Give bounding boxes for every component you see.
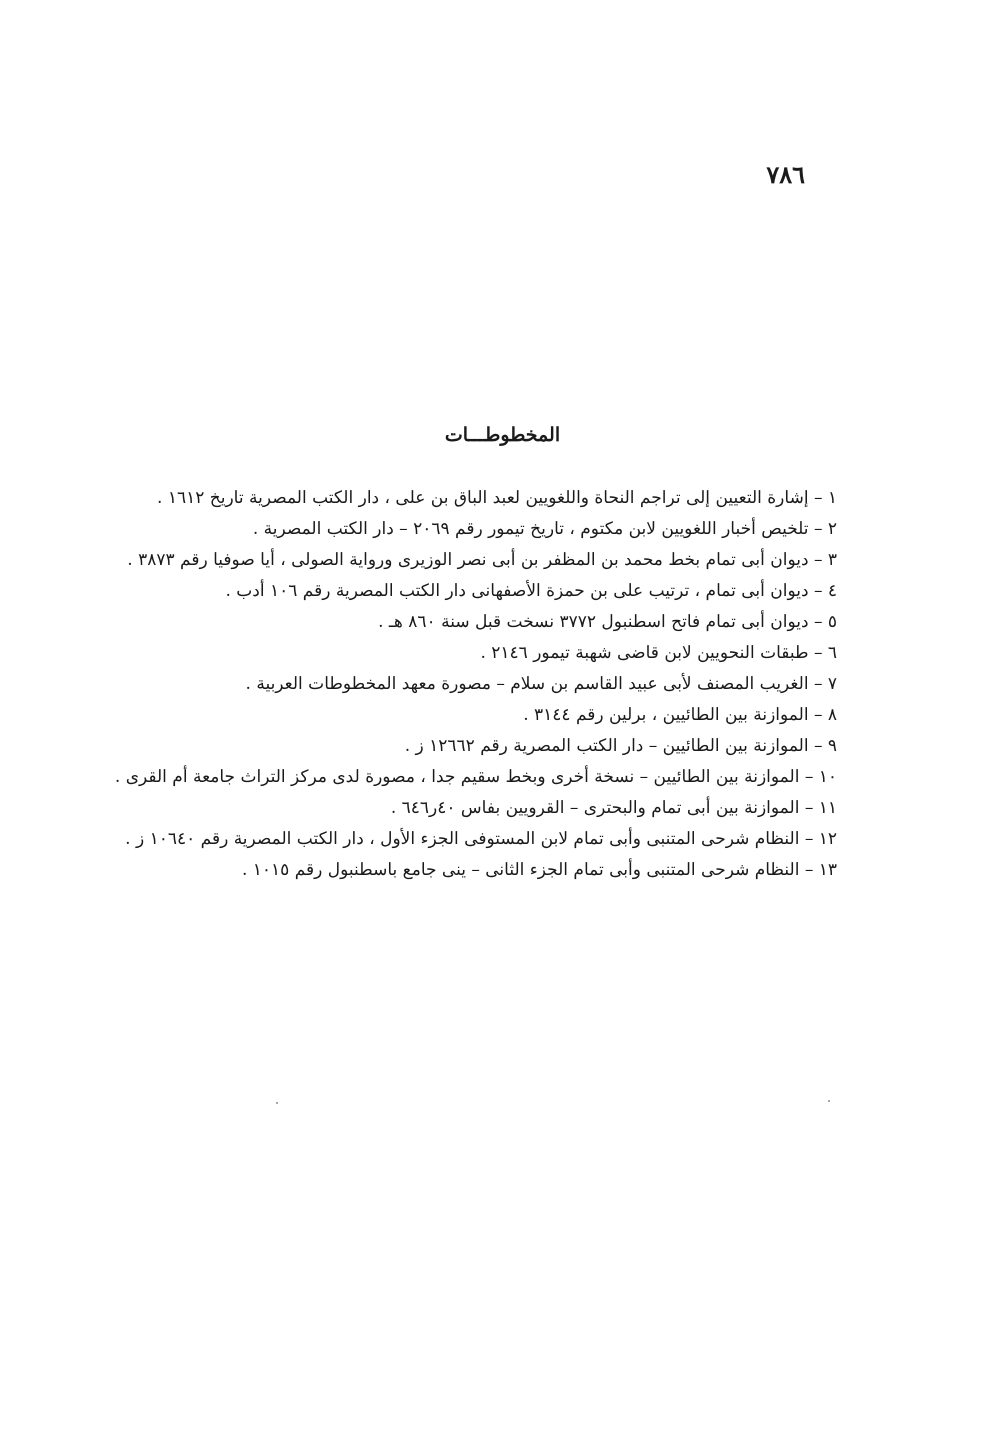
list-item: ١٣ – النظام شرحى المتنبى وأبى تمام الجزء الثانى – ينى جامع باسطنبول رقم ١٠١٥ . [241,860,837,880]
page-number: ٧٨٦ [766,160,805,189]
scan-speck [828,1100,830,1102]
list-item: ١ – إشارة التعيين إلى تراجم النحاة واللغويين لعبد الباق بن على ، دار الكتب المصرية تاريخ ١٦١٢ . [157,488,837,508]
list-item: ٣ – ديوان أبى تمام بخط محمد بن المظفر بن أبى نصر الوزيرى ورواية الصولى ، أيا صوفيا رقم ٣٨٧٣ . [127,550,837,570]
section-title: المخطوطـــات [444,424,561,446]
list-item: ٢ – تلخيص أخبار اللغويين لابن مكتوم ، تاريخ تيمور رقم ٢٠٦٩ – دار الكتب المصرية . [252,519,837,539]
list-item: ١١ – الموازنة بين أبى تمام والبحترى – القرويين بفاس ٤٠ر٦٤٦ . [390,798,837,818]
list-item: ٨ – الموازنة بين الطائيين ، برلين رقم ٣١٤٤ . [523,705,837,725]
list-item: ٥ – ديوان أبى تمام فاتح اسطنبول ٣٧٧٢ نسخت قبل سنة ٨٦٠ هـ . [378,612,837,632]
list-item: ١٢ – النظام شرحى المتنبى وأبى تمام لابن المستوفى الجزء الأول ، دار الكتب المصرية رقم ١٠٦٤٠ ز . [125,829,837,849]
list-item: ٦ – طبقات النحويين لابن قاضى شهبة تيمور ٢١٤٦ . [480,643,837,663]
list-item: ٤ – ديوان أبى تمام ، ترتيب على بن حمزة الأصفهانى دار الكتب المصرية رقم ١٠٦ أدب . [225,581,837,601]
list-item: ٧ – الغريب المصنف لأبى عبيد القاسم بن سلام – مصورة معهد المخطوطات العربية . [245,674,837,694]
manuscript-list [114,483,837,886]
list-item: ٩ – الموازنة بين الطائيين – دار الكتب المصرية رقم ١٢٦٦٢ ز . [404,736,837,756]
scan-speck [276,1102,278,1104]
list-item: ١٠ – الموازنة بين الطائيين – نسخة أخرى وبخط سقيم جدا ، مصورة لدى مركز التراث جامعة أم القرى . [114,767,837,787]
